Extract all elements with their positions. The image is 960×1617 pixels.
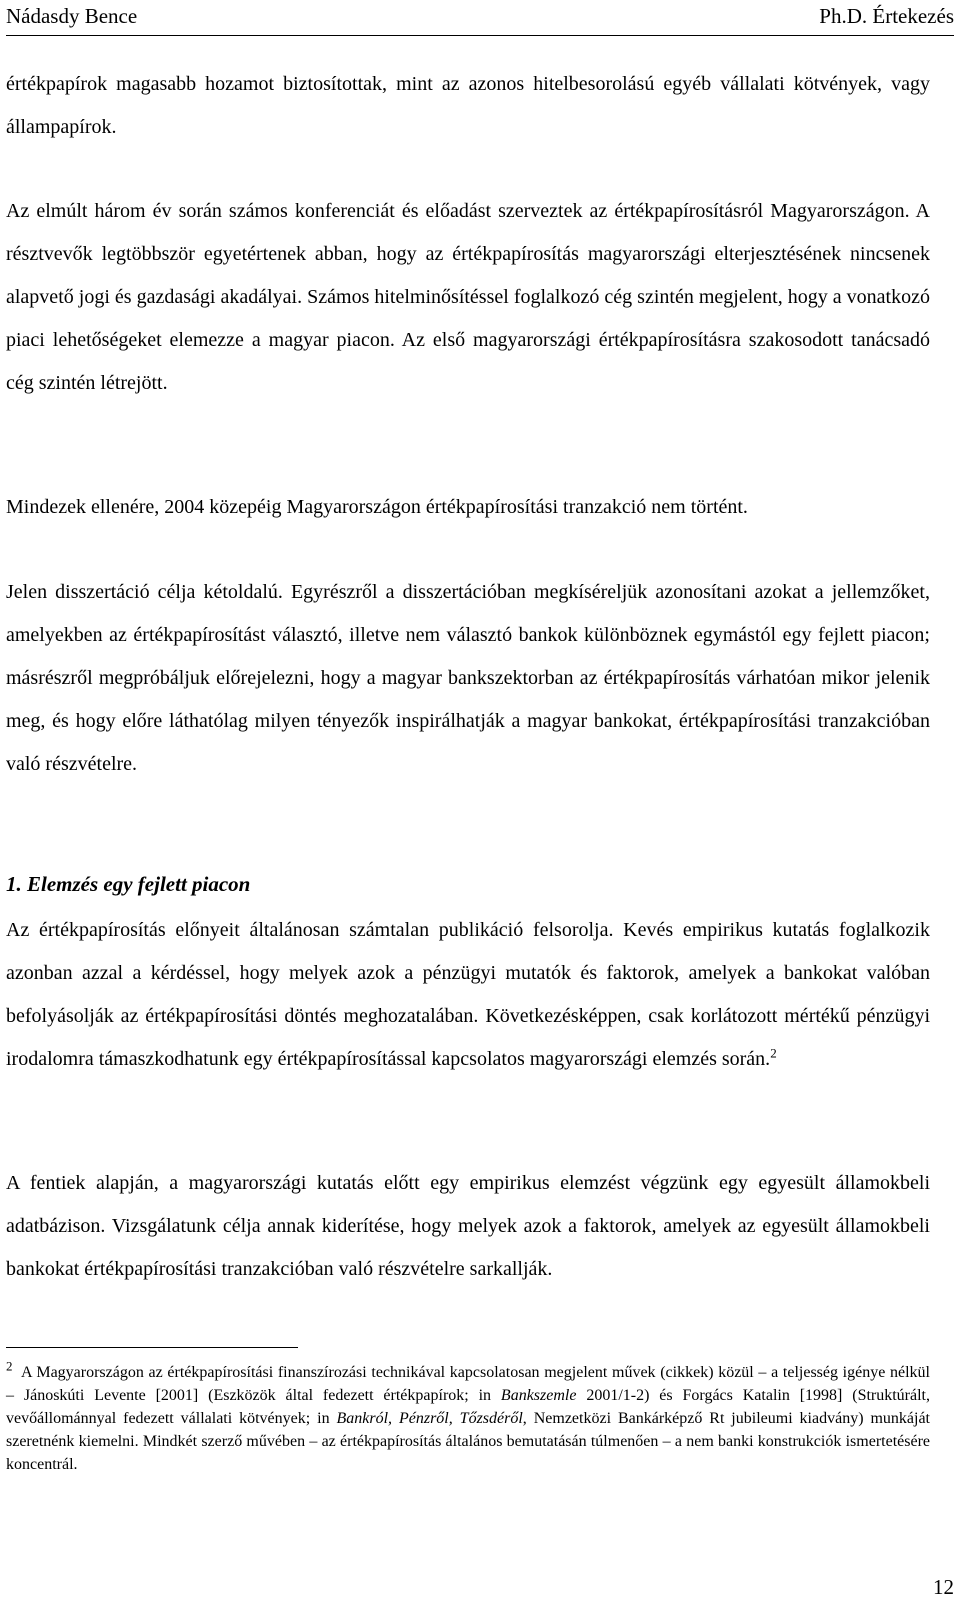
paragraph-4: Jelen disszertáció célja kétoldalú. Egyrészről a disszertációban megkíséreljük azonosítani azokat a jellemzőket, amelyekben az értékpapírosítást választó, illetve nem választó bankok különböznek egymástól egy fejlett piacon; másrészről megpróbáljuk előrejelezni, hogy a magyar bankszektorban az értékpapírosítás várhatóan mikor jelenik meg, és hogy előre láthatólag milyen tényezők inspirálhatják a magyar bankokat, értékpapírosítási tranzakcióban való részvételre.: [6, 581, 930, 775]
section-heading: 1. Elemzés egy fejlett piacon: [6, 872, 251, 896]
page-header: [6, 4, 954, 34]
footnote-text-b: 2001/1-2) és Forgács Katalin [1998] (Struktúrált, vevőállománnyal fedezett vállalati kötvények; in: [6, 1387, 931, 1427]
footnote-text-a: A Magyarországon az értékpapírosítási finanszírozási technikával kapcsolatosan megjelent művek (cikkek) közül – a teljesség igénye nélkül – Jánoskúti Levente [2001] (Eszközök által fedezett értékpapírok; in: [6, 1364, 930, 1404]
paragraph-3: Mindezek ellenére, 2004 közepéig Magyarországon értékpapírosítási tranzakció nem történt.: [6, 496, 748, 518]
footnote-number: 2: [6, 1358, 13, 1374]
paragraph-5: [6, 909, 930, 1081]
footnote-italic-b: Bankról, Pénzről, Tőzsdéről: [336, 1410, 523, 1427]
paragraph-5-text: Az értékpapírosítás előnyeit általánosan számtalan publikáció felsorolja. Kevés empirikus kutatás foglalkozik azonban azzal a kérdéssel, hogy melyek azok a pénzügyi mutatók és faktorok, amelyek a bankokat valóban befolyásolják az értékpapírosítási döntés meghozatalában. Következésképpen, csak korlátozott mértékű pénzügyi irodalomra támaszkodhatunk egy értékpapírosítással kapcsolatos magyarországi elemzés során.: [6, 919, 930, 1070]
paragraph-1: értékpapírok magasabb hozamot biztosítottak, mint az azonos hitelbesorolású egyéb vállalati kötvények, vagy állampapírok.: [6, 73, 930, 138]
footnote-italic-a: Bankszemle: [500, 1387, 577, 1404]
footnote: [6, 1358, 931, 1476]
footnote-text-c: , Nemzetközi Bankárképző Rt jubileumi kiadvány) munkáját szeretnénk kiemelni. Mindkét szerző művében – az értékpapírosítás általános bemutatásán túlmenően – a nem banki konstrukciók ismertetésére koncentrál.: [6, 1410, 930, 1473]
footnote-rule: [6, 1347, 298, 1348]
header-doc-type: Ph.D. Értekezés: [819, 4, 954, 28]
paragraph-6: A fentiek alapján, a magyarországi kutatás előtt egy empirikus elemzést végzünk egy egyesült államokbeli adatbázison. Vizsgálatunk célja annak kiderítése, hogy melyek azok a faktorok, amelyek az egyesült államokbeli bankokat értékpapírosítási tranzakcióban való részvételre sarkallják.: [6, 1172, 930, 1280]
paragraph-2: Az elmúlt három év során számos konferenciát és előadást szerveztek az értékpapírosításról Magyarországon. A résztvevők legtöbbször egyetértenek abban, hogy az értékpapírosítás magyarországi elterjesztésének nincsenek alapvető jogi és gazdasági akadályai. Számos hitelminősítéssel foglalkozó cég szintén megjelent, hogy a vonatkozó piaci lehetőségeket elemezze a magyar piacon. Az első magyarországi értékpapírosításra szakosodott tanácsadó cég szintén létrejött.: [6, 200, 930, 394]
footnote-ref: 2: [770, 1045, 777, 1061]
header-author: Nádasdy Bence: [6, 4, 138, 28]
header-rule: [6, 35, 954, 36]
page-number: 12: [933, 1575, 954, 1599]
